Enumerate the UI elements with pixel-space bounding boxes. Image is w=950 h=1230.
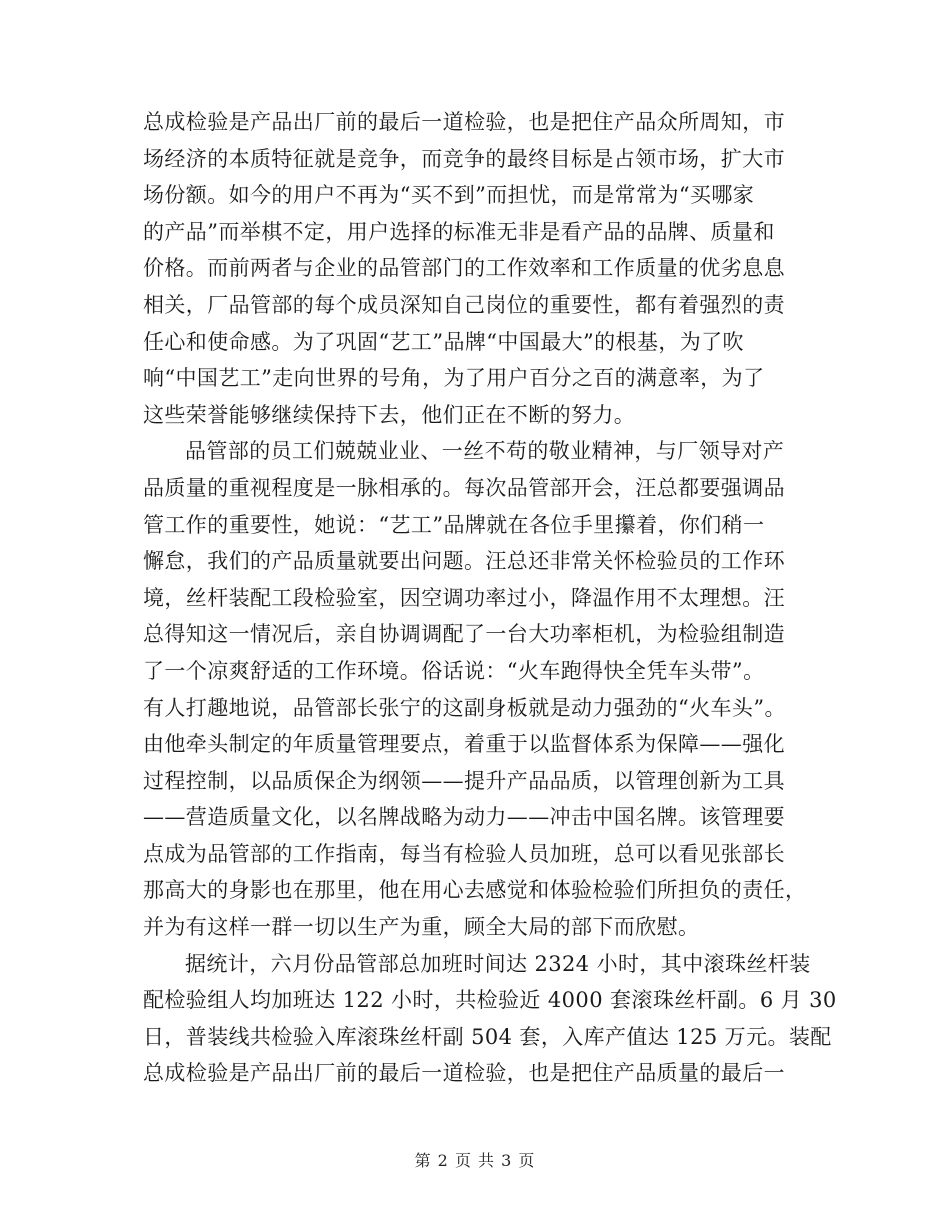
text-line: 那高大的身影也在那里，他在用心去感觉和体验检验们所担负的责任， <box>143 878 807 903</box>
text-line: 配检验组人均加班达 122 小时，共检验近 4000 套滚珠丝杆副。6 月 30 <box>143 988 837 1013</box>
text-line: ——营造质量文化，以名牌战略为动力——冲击中国名牌。该管理要 <box>143 805 785 830</box>
body-text <box>143 104 837 1092</box>
text-line: 品管部的员工们兢兢业业、一丝不苟的敬业精神，与厂领导对产 <box>185 439 785 464</box>
text-line: 由他牵头制定的年质量管理要点，着重于以监督体系为保障——强化 <box>143 732 785 757</box>
text-line: 总成检验是产品出厂前的最后一道检验，也是把住产品众所周知，市 <box>143 110 785 134</box>
text-line: 场经济的本质特征就是竞争，而竞争的最终目标是占领市场，扩大市 <box>143 146 785 171</box>
text-line: 过程控制，以品质保企为纲领——提升产品品质，以管理创新为工具 <box>143 768 785 793</box>
paragraph-2 <box>143 433 805 945</box>
text-line: 总成检验是产品出厂前的最后一道检验，也是把住产品质量的最后一 <box>143 1061 785 1086</box>
paragraph-3 <box>143 946 837 1092</box>
text-line: 响“中国艺工”走向世界的号角，为了用户百分之百的满意率，为了 <box>143 366 765 391</box>
text-line: 任心和使命感。为了巩固“艺工”品牌“中国最大”的根基，为了吹 <box>143 329 744 354</box>
text-line: 场份额。如今的用户不再为“买不到”而担忧，而是常常为“买哪家 <box>143 183 755 208</box>
text-line: 管工作的重要性，她说：“艺工”品牌就在各位手里攥着，你们稍一 <box>143 512 765 537</box>
text-line: 总得知这一情况后，亲自协调调配了一台大功率柜机，为检验组制造 <box>143 622 785 647</box>
text-line: 境，丝杆装配工段检验室，因空调功率过小，降温作用不太理想。汪 <box>143 585 785 610</box>
page-number-footer: 第 2 页 共 3 页 <box>414 1151 536 1170</box>
text-line: 相关，厂品管部的每个成员深知自己岗位的重要性，都有着强烈的责 <box>143 292 785 317</box>
text-line: 懈怠，我们的产品质量就要出问题。汪总还非常关怀检验员的工作环 <box>143 549 785 574</box>
text-line: 并为有这样一群一切以生产为重，顾全大局的部下而欣慰。 <box>143 915 700 940</box>
text-line: 的产品”而举棋不定，用户选择的标准无非是看产品的品牌、质量和 <box>143 219 775 244</box>
text-line: 价格。而前两者与企业的品管部门的工作效率和工作质量的优劣息息 <box>143 256 785 281</box>
text-line: 品质量的重视程度是一脉相承的。每次品管部开会，汪总都要强调品 <box>143 475 785 500</box>
paragraph-1 <box>143 104 805 433</box>
text-line: 日，普装线共检验入库滚珠丝杆副 504 套，入库产值达 125 万元。装配 <box>143 1024 832 1049</box>
text-line: 据统计，六月份品管部总加班时间达 2324 小时，其中滚珠丝杆装 <box>185 951 811 976</box>
text-line: 这些荣誉能够继续保持下去，他们正在不断的努力。 <box>143 402 636 427</box>
text-line: 了一个凉爽舒适的工作环境。俗话说：“火车跑得快全凭车头带”。 <box>143 658 765 683</box>
text-line: 有人打趣地说，品管部长张宁的这副身板就是动力强劲的“火车头”。 <box>143 695 786 720</box>
text-line: 点成为品管部的工作指南，每当有检验人员加班，总可以看见张部长 <box>143 841 785 866</box>
